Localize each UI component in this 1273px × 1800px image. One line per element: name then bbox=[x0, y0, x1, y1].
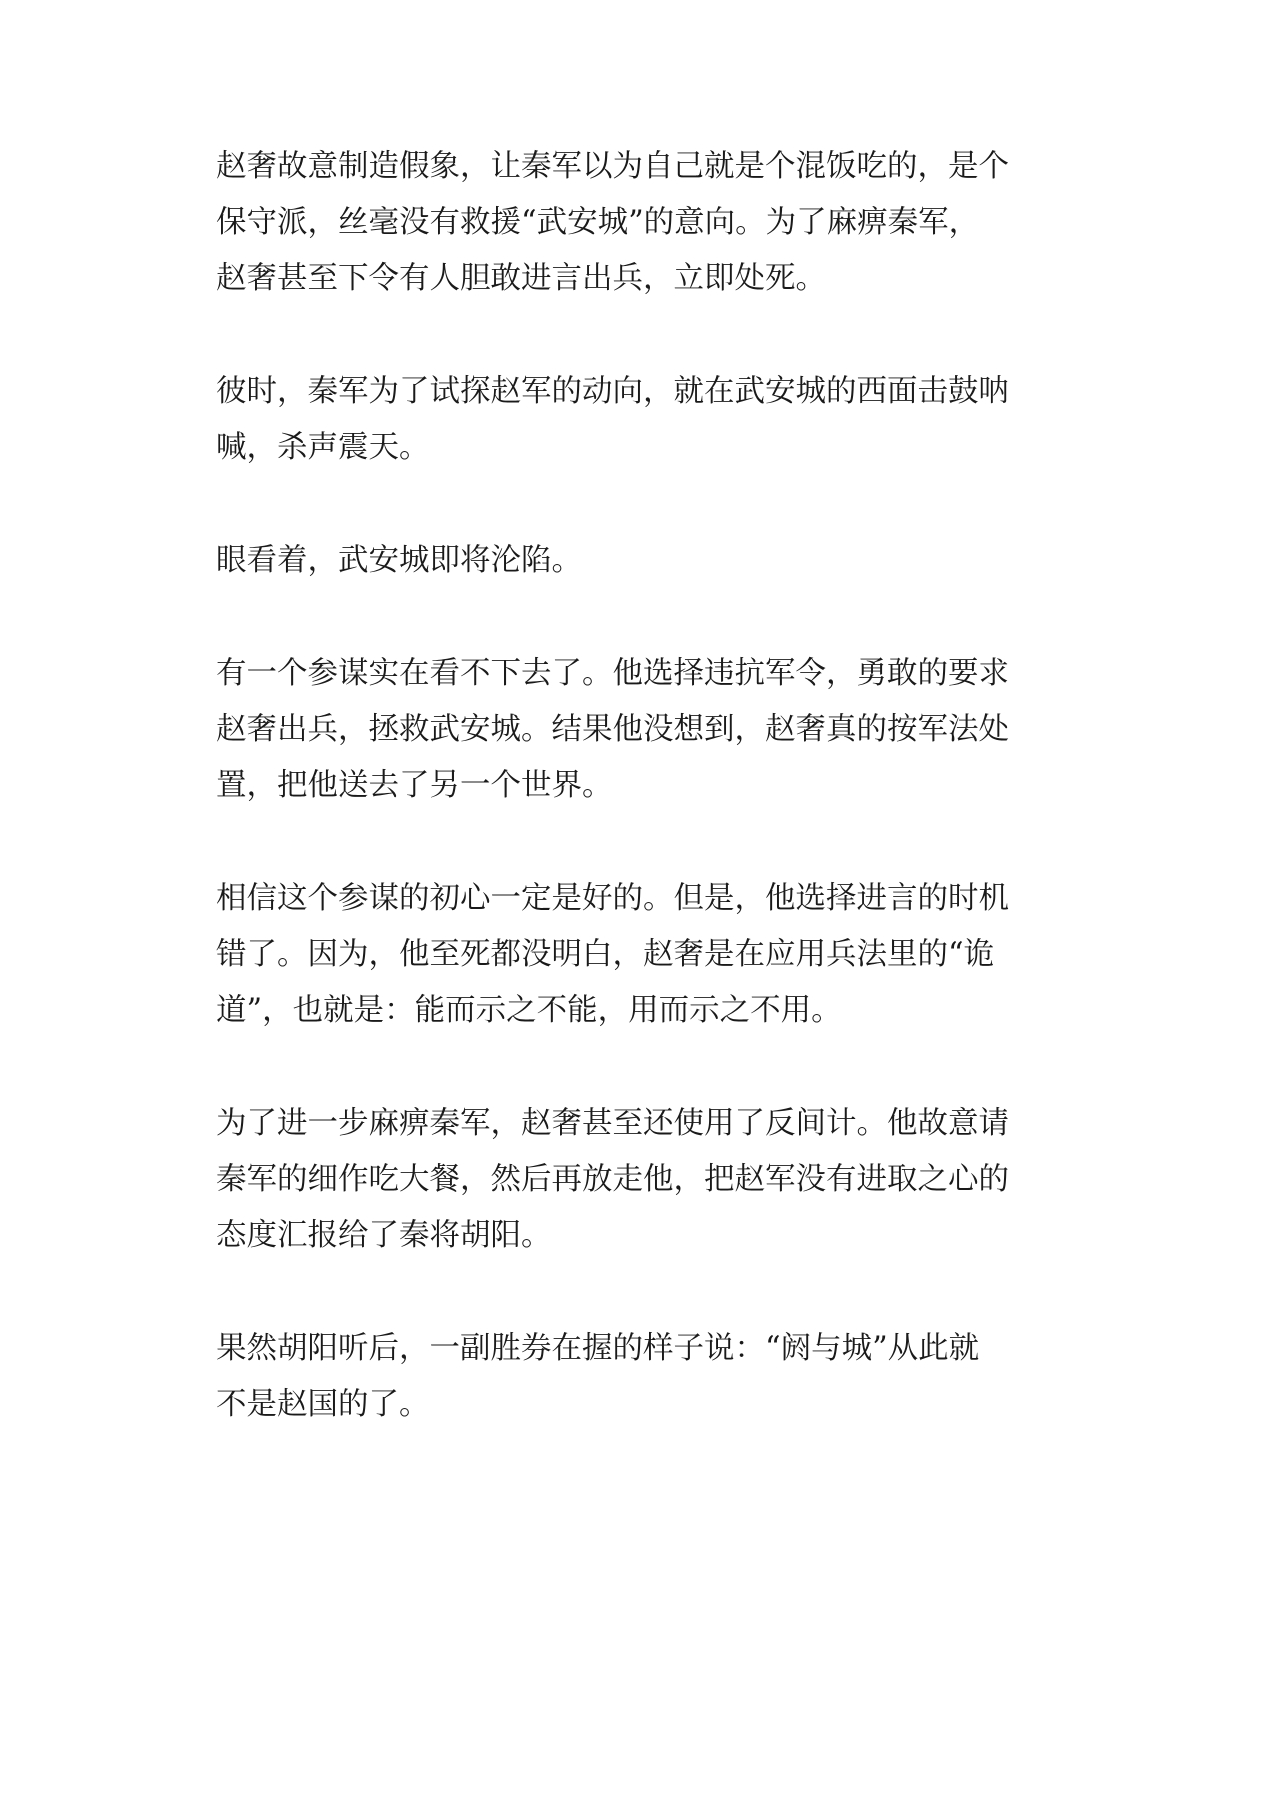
paragraph-6 bbox=[216, 1096, 1076, 1264]
paragraph-line: 为了进一步麻痹秦军，赵奢甚至还使用了反间计。他故意请 bbox=[216, 1106, 1009, 1141]
paragraph-line: 不是赵国的了。 bbox=[216, 1387, 430, 1422]
paragraph-line: 赵奢甚至下令有人胆敢进言出兵，立即处死。 bbox=[216, 261, 826, 296]
paragraph-line: 相信这个参谋的初心一定是好的。但是，他选择进言的时机 bbox=[216, 881, 1009, 916]
paragraph-line: 置，把他送去了另一个世界。 bbox=[216, 768, 613, 803]
paragraph-line: 有一个参谋实在看不下去了。他选择违抗军令，勇敢的要求 bbox=[216, 656, 1009, 691]
paragraph-2 bbox=[216, 364, 1076, 476]
paragraph-line: 秦军的细作吃大餐，然后再放走他，把赵军没有进取之心的 bbox=[216, 1162, 1009, 1197]
paragraph-line: 保守派，丝毫没有救援“武安城”的意向。为了麻痹秦军， bbox=[216, 205, 980, 240]
paragraph-line: 道”，也就是：能而示之不能，用而示之不用。 bbox=[216, 993, 842, 1028]
paragraph-3 bbox=[216, 533, 1076, 589]
paragraph-5 bbox=[216, 871, 1076, 1039]
paragraph-line: 果然胡阳听后，一副胜券在握的样子说：“阏与城”从此就 bbox=[216, 1331, 980, 1366]
paragraph-4 bbox=[216, 646, 1076, 814]
paragraph-line: 喊，杀声震天。 bbox=[216, 430, 430, 465]
paragraph-7 bbox=[216, 1321, 1076, 1433]
paragraph-line: 赵奢出兵，拯救武安城。结果他没想到，赵奢真的按军法处 bbox=[216, 712, 1009, 747]
document-body bbox=[216, 139, 1076, 1490]
paragraph-line: 赵奢故意制造假象，让秦军以为自己就是个混饭吃的，是个 bbox=[216, 149, 1009, 184]
paragraph-1 bbox=[216, 139, 1076, 307]
paragraph-line: 眼看着，武安城即将沦陷。 bbox=[216, 543, 582, 578]
paragraph-line: 彼时，秦军为了试探赵军的动向，就在武安城的西面击鼓呐 bbox=[216, 374, 1009, 409]
paragraph-line: 态度汇报给了秦将胡阳。 bbox=[216, 1218, 552, 1253]
paragraph-line: 错了。因为，他至死都没明白，赵奢是在应用兵法里的“诡 bbox=[216, 937, 995, 972]
